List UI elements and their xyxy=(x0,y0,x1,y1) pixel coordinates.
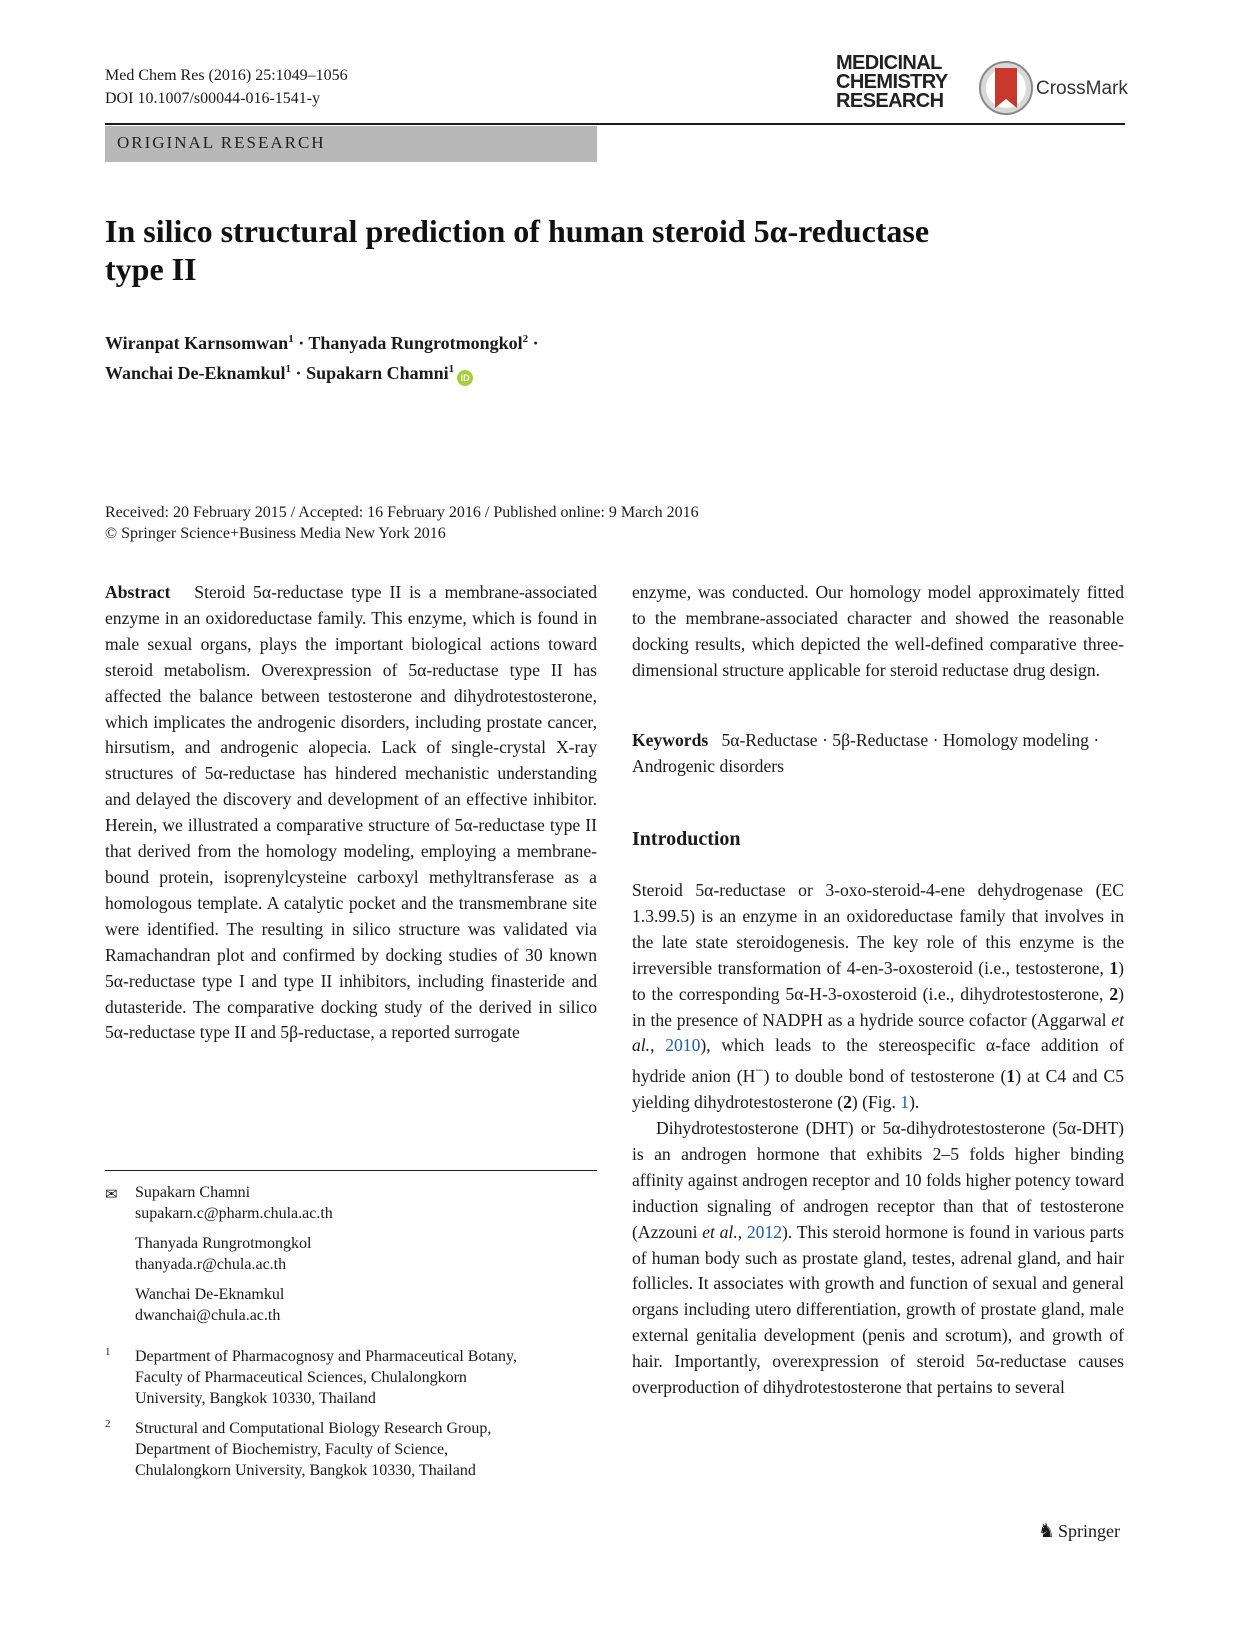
springer-horse-icon: ♞ xyxy=(1038,1520,1056,1542)
keywords xyxy=(632,728,1124,780)
crossmark-label: CrossMark xyxy=(1036,78,1128,99)
introduction-body xyxy=(632,878,1124,1401)
publisher-name: Springer xyxy=(1058,1521,1121,1541)
footnote-rule xyxy=(105,1170,597,1171)
abstract-right xyxy=(632,580,1124,684)
crossmark-badge[interactable] xyxy=(978,58,1128,118)
springer-logo xyxy=(1038,1520,1120,1542)
contact-list xyxy=(105,1182,597,1335)
contact-entry xyxy=(105,1284,597,1326)
author[interactable]: Supakarn Chamni$^1$ xyxy=(306,363,455,383)
author[interactable]: Wanchai De-Eknamkul$^1$ xyxy=(105,363,292,383)
contact-name: Wanchai De-Eknamkul xyxy=(135,1286,285,1303)
contact-email[interactable]: supakarn.c@pharm.chula.ac.th xyxy=(135,1205,333,1222)
abstract-continued: enzyme, was conducted. Our homology model approximately fitted to the membrane-associated character and showed the reasonable docking results, which depicted the well-defined comparative three-dimensional structure applicable for steroid reductase drug design. xyxy=(632,582,1124,680)
author[interactable]: Wiranpat Karnsomwan$^1$ xyxy=(105,333,294,353)
contact-entry xyxy=(105,1182,597,1224)
citation-link[interactable]: 2010 xyxy=(665,1035,701,1056)
contact-name: Thanyada Rungrotmongkol xyxy=(135,1235,312,1252)
copyright-line: © Springer Science+Business Media New York 2016 xyxy=(105,525,446,542)
citation-link[interactable]: 2012 xyxy=(746,1221,783,1242)
citation: Med Chem Res (2016) 25:1049–1056 xyxy=(105,67,348,84)
figure-link[interactable]: 1 xyxy=(900,1092,910,1113)
citation-block xyxy=(105,64,348,110)
author-list: Wiranpat Karnsomwan$^1$ · Thanyada Rungrotmongkol$^2$ · Wanchai De-Eknamkul$^1$ · Supakarn Chamni$^1$iD xyxy=(105,326,665,386)
affiliation: 1 Department of Pharmacognosy and Pharmaceutical Botany, Faculty of Pharmaceutical Sciences, Chulalongkorn University, Bangkok 10330, Thailand xyxy=(105,1346,517,1407)
section-band xyxy=(105,126,597,162)
contact-entry xyxy=(105,1233,597,1275)
orcid-icon[interactable]: iD xyxy=(457,370,473,386)
journal-logo: MEDICINAL CHEMISTRY RESEARCH xyxy=(836,52,948,112)
contact-email[interactable]: dwanchai@chula.ac.th xyxy=(135,1307,281,1324)
abstract-label: Abstract xyxy=(105,582,171,602)
section-label: ORIGINAL RESEARCH xyxy=(117,133,326,152)
abstract-left xyxy=(105,580,597,1046)
header-rule xyxy=(105,123,1125,125)
envelope-icon: ✉ xyxy=(105,1185,118,1203)
contact-name: Supakarn Chamni xyxy=(135,1184,251,1201)
article-title: In silico structural prediction of human steroid 5α-reductase type II xyxy=(105,213,930,287)
dates-line: Received: 20 February 2015 / Accepted: 16 February 2016 / Published online: 9 March 2016 xyxy=(105,504,699,521)
keywords-label: Keywords xyxy=(632,730,709,750)
abstract-text: Steroid 5α-reductase type II is a membrane-associated enzyme in an oxidoreductase family. This enzyme, which is found in male sexual organs, plays the important biological actions toward steroid metabolism. Overexpression of 5α-reductase type II has affected the balance between testosterone and dihydrotestosterone, which implicates the androgenic disorders, including prostate cancer, hirsutism, and androgenic alopecia. Lack of single-crystal X-ray structures of 5α-reductase has hindered mechanistic understanding and delayed the discovery and development of an effective inhibitor. Herein, we illustrated a comparative structure of 5α-reductase type II that derived from the homology modeling, employing a membrane-bound protein, isoprenylcysteine carboxyl methyltransferase as a homologous template. A catalytic pocket and the transmembrane site were identified. The resulting in silico structure was validated via Ramachandran plot and confirmed by docking studies of 30 known 5α-reductase type I and type II inhibitors, including finasteride and dutasteride. The comparative docking study of the derived in silico 5α-reductase type II and 5β-reductase, a reported surrogate xyxy=(105,582,597,1043)
paragraph: Steroid 5α-reductase or 3-oxo-steroid-4-ene dehydrogenase (EC 1.3.99.5) is an enzyme in an oxidoreductase family that involves in the late state steroidogenesis. The key role of this enzyme is the irreversible transformation of 4-en-3-oxosteroid (i.e., testosterone, 1) to the corresponding 5α-H-3-oxosteroid (i.e., dihydrotestosterone, 2) in the presence of NADPH as a hydride source cofactor (Aggarwal et al., 2010), which leads to the stereospecific α-face addition of hydride anion (H−) to double bond of testosterone (1) at C4 and C5 yielding dihydrotestosterone (2) (Fig. 1). xyxy=(632,880,1125,1113)
author[interactable]: Thanyada Rungrotmongkol$^2$ xyxy=(308,333,529,353)
paragraph: Dihydrotestosterone (DHT) or 5α-dihydrotestosterone (5α-DHT) is an androgen hormone that exhibits 2–5 folds higher binding affinity against androgen receptor and 10 folds higher potency toward induction signaling of androgen receptor than that of testosterone (Azzouni et al., 2012). This steroid hormone is found in various parts of human body such as prostate gland, testes, adrenal gland, and hair follicles. It associates with growth and function of sexual and general organs including utero differentiation, growth of prostate gland, male external genitalia development (penis and scrotum), and growth of hair. Importantly, overexpression of steroid 5α-reductase causes overproduction of dihydrotestosterone that pertains to several xyxy=(632,1118,1124,1398)
keywords-text: 5α-Reductase · 5β-Reductase · Homology modeling · Androgenic disorders xyxy=(632,730,1100,776)
doi[interactable]: DOI 10.1007/s00044-016-1541-y xyxy=(105,90,321,107)
affiliation-list xyxy=(105,1346,597,1490)
affiliation: 2 Structural and Computational Biology Research Group, Department of Biochemistry, Faculty of Science, Chulalongkorn University, Bangkok 10330, Thailand xyxy=(105,1418,492,1479)
contact-email[interactable]: thanyada.r@chula.ac.th xyxy=(135,1256,287,1273)
introduction-heading: Introduction xyxy=(632,828,741,850)
crossmark-icon xyxy=(978,58,1034,118)
publication-dates xyxy=(105,502,905,544)
